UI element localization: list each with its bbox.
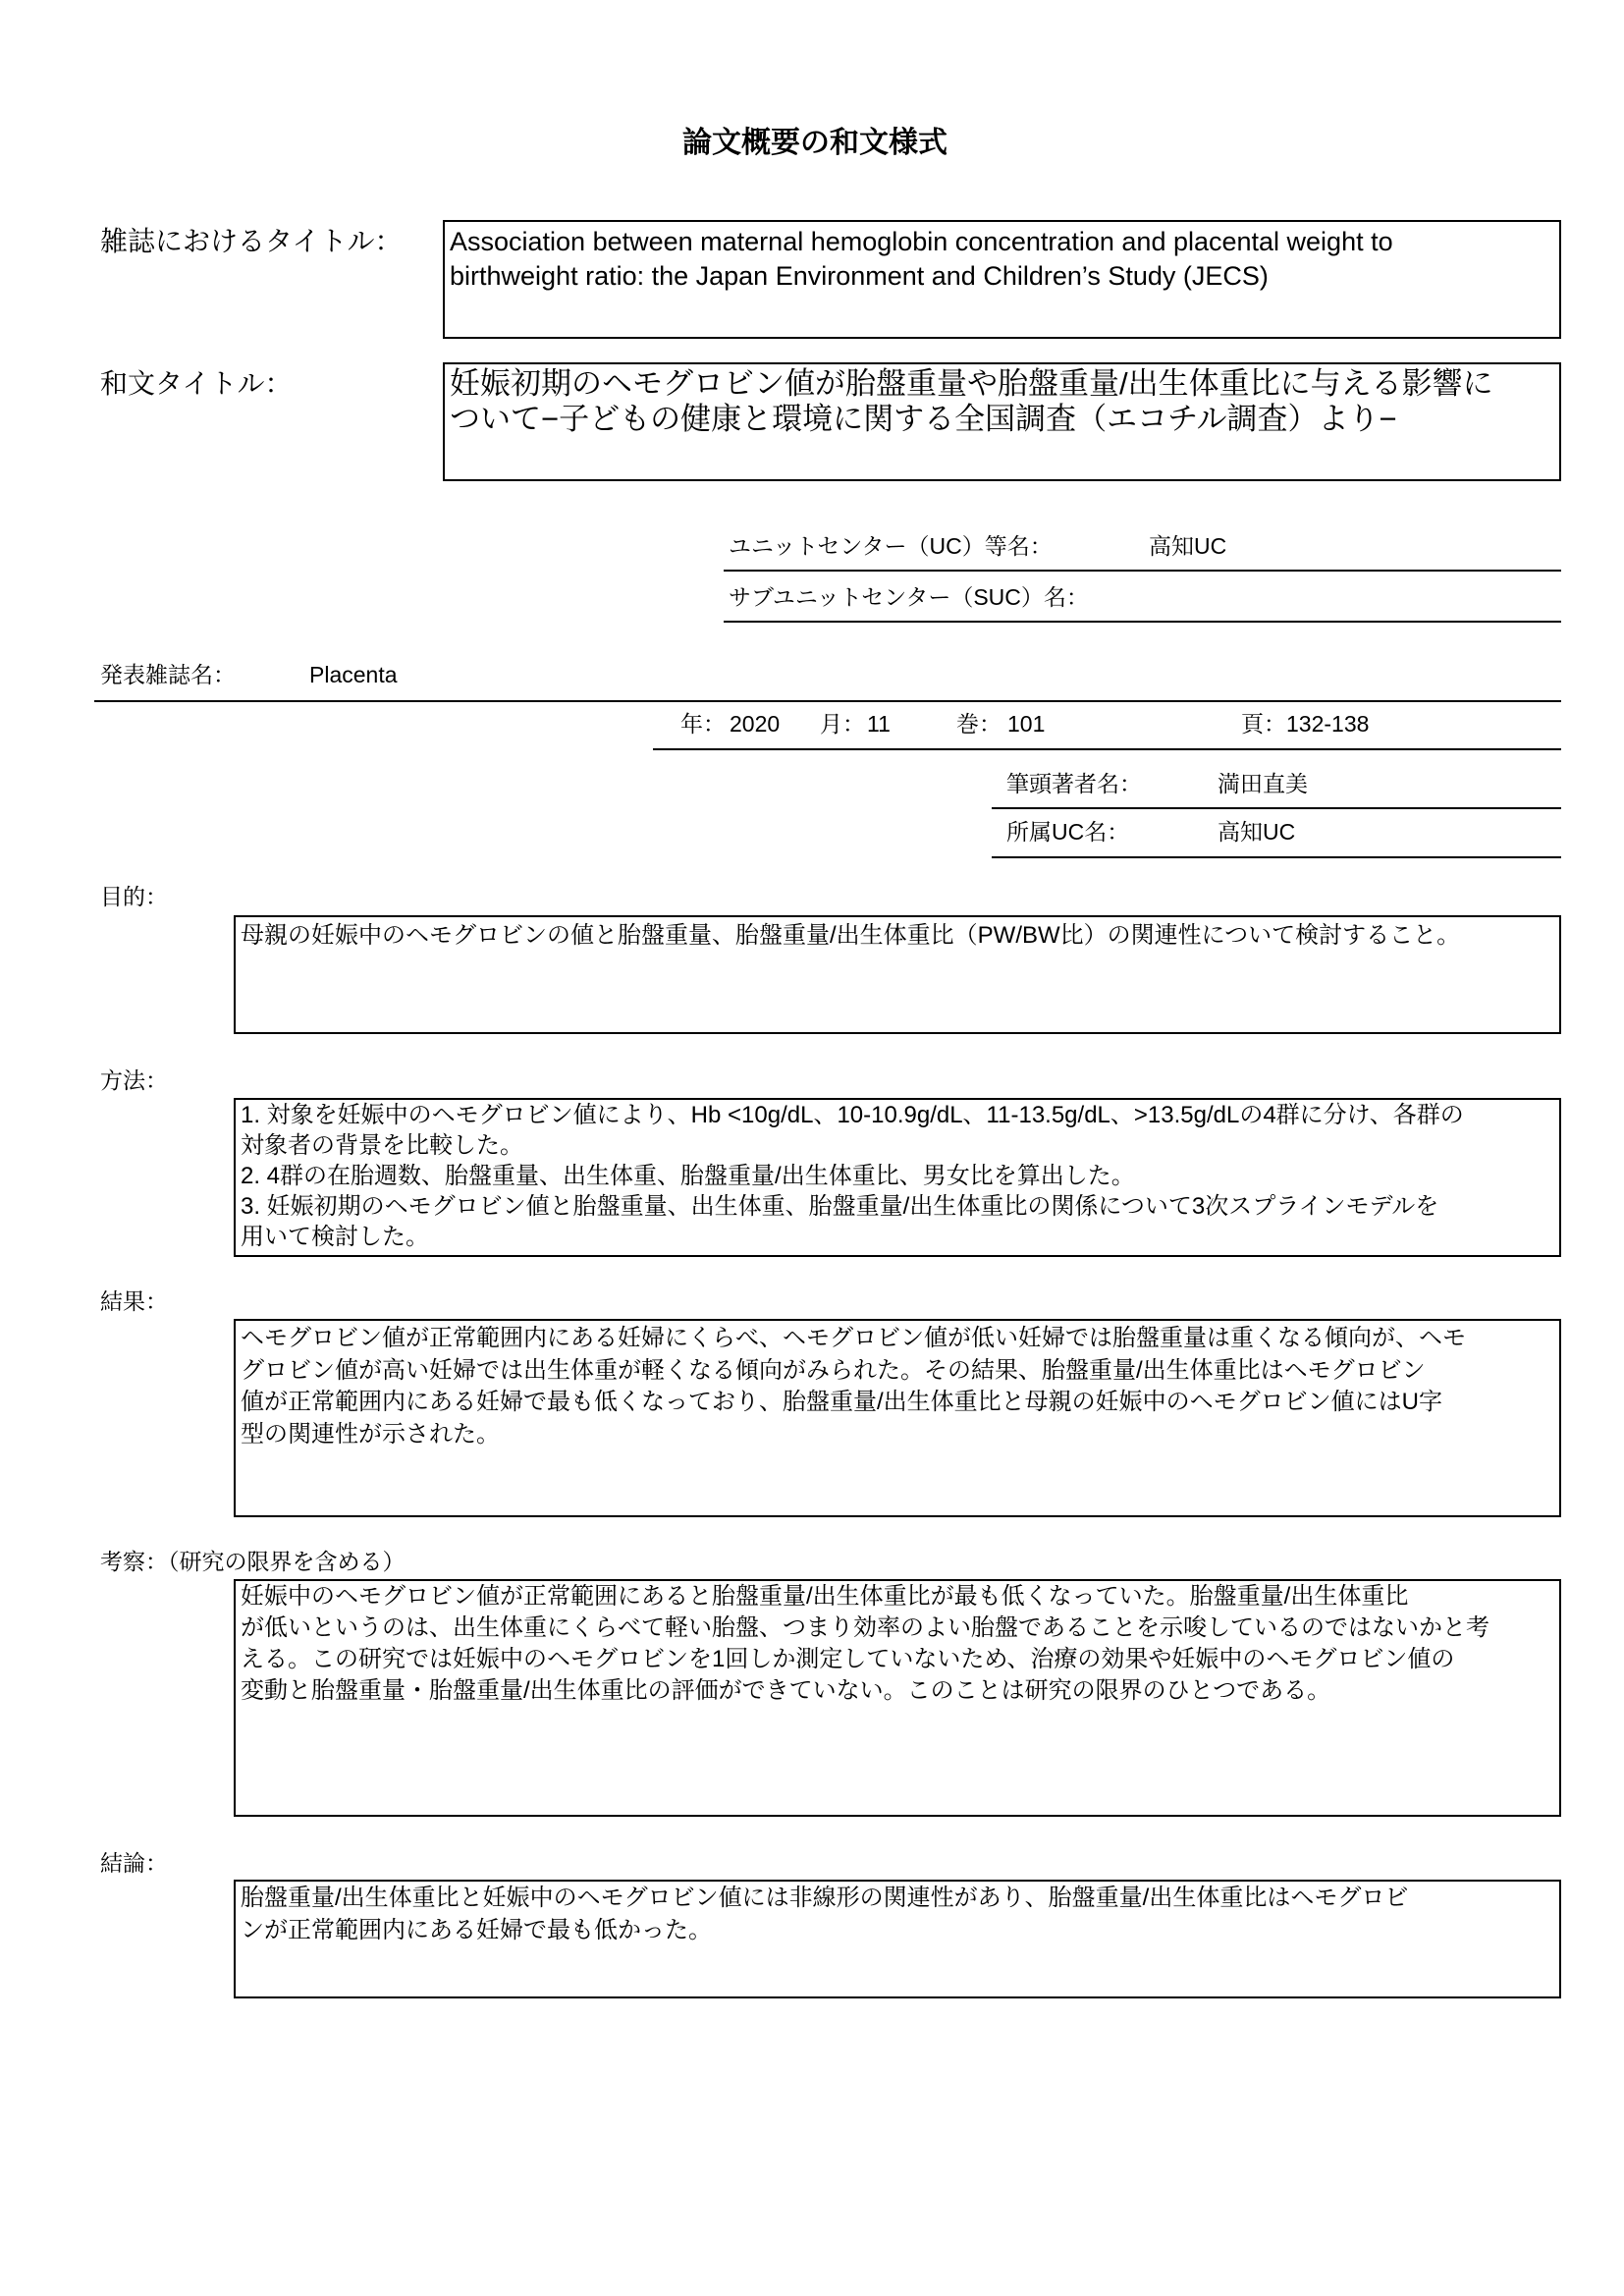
affiliation-value: 高知UC [1218, 819, 1296, 845]
results-line: 値が正常範囲内にある妊婦で最も低くなっており、胎盤重量/出生体重比と母親の妊娠中のヘモグロビン値にはU字 [241, 1389, 1442, 1415]
journal-name-label: 発表雑誌名： [100, 662, 236, 687]
methods-label: 方法： [100, 1067, 168, 1093]
purpose-label: 目的： [100, 884, 168, 909]
conclusion-line: ンが正常範囲内にある妊婦で最も低かった。 [241, 1917, 712, 1943]
japanese-title-line: 妊娠初期のヘモグロビン値が胎盤重量や胎盤重量/出生体重比に与える影響に [450, 366, 1493, 401]
results-line: グロビン値が高い妊婦では出生体重が軽くなる傾向がみられた。その結果、胎盤重量/出生体重比はヘモグロビン [241, 1356, 1426, 1384]
purpose-line: 母親の妊娠中のヘモグロビンの値と胎盤重量、胎盤重量/出生体重比（PW/BW比）の関連性について検討すること。 [241, 922, 1461, 949]
journal-title-label: 雑誌におけるタイトル： [100, 226, 403, 256]
journal-title-box [443, 220, 1561, 339]
journal-name-value: Placenta [309, 662, 398, 687]
discussion-label: 考察：（研究の限界を含める） [100, 1549, 406, 1574]
unit-center-label: ユニットセンター（UC）等名： [729, 533, 1053, 559]
discussion-box [234, 1579, 1561, 1817]
divider [724, 621, 1561, 623]
japanese-title-box [443, 362, 1561, 481]
page-title: 論文概要の和文様式 [682, 127, 947, 159]
results-label: 結果： [100, 1288, 168, 1314]
discussion-line: える。この研究では妊娠中のヘモグロビンを1回しか測定していないため、治療の効果や妊娠中のヘモグロビン値の [241, 1646, 1455, 1672]
japanese-title-line: ついて−子どもの健康と環境に関する全国調査（エコチル調査）より− [450, 402, 1397, 436]
japanese-title-label: 和文タイトル： [100, 368, 293, 399]
journal-title-line: Association between maternal hemoglobin concentration and placental weight to [450, 227, 1393, 256]
divider [94, 700, 1561, 702]
divider [992, 856, 1561, 858]
year-label: 年： [680, 711, 726, 737]
methods-line: 対象者の背景を比較した。 [241, 1132, 523, 1159]
volume-value: 101 [1007, 711, 1046, 737]
results-line: 型の関連性が示された。 [241, 1420, 500, 1448]
month-label: 月： [820, 711, 865, 737]
discussion-line: 妊娠中のヘモグロビン値が正常範囲にあると胎盤重量/出生体重比が最も低くなっていた。胎盤重量/出生体重比 [241, 1583, 1409, 1610]
methods-line: 3. 妊娠初期のヘモグロビン値と胎盤重量、出生体重、胎盤重量/出生体重比の関係について3次スプラインモデルを [241, 1193, 1439, 1220]
volume-label: 巻： [956, 711, 1001, 737]
conclusion-label: 結論： [100, 1850, 168, 1876]
month-value: 11 [867, 711, 891, 737]
journal-title-line: birthweight ratio: the Japan Environment and Children’s Study (JECS) [450, 261, 1269, 291]
purpose-box [234, 915, 1561, 1034]
results-line: ヘモグロビン値が正常範囲内にある妊婦にくらべ、ヘモグロビン値が低い妊婦では胎盤重量は重くなる傾向が、ヘモ [241, 1325, 1466, 1351]
divider [653, 748, 1561, 750]
unit-center-value: 高知UC [1149, 533, 1227, 559]
methods-line: 用いて検討した。 [241, 1224, 429, 1250]
divider [724, 570, 1561, 572]
first-author-value: 満田直美 [1218, 771, 1308, 796]
first-author-label: 筆頭著者名： [1006, 771, 1142, 796]
methods-line: 1. 対象を妊娠中のヘモグロビン値により、Hb <10g/dL、10-10.9g/dL、11-13.5g/dL、>13.5g/dLの4群に分け、各群の [241, 1102, 1464, 1128]
results-box [234, 1319, 1561, 1517]
pages-value: 132-138 [1286, 711, 1370, 737]
conclusion-box [234, 1880, 1561, 1998]
divider [992, 807, 1561, 809]
methods-line: 2. 4群の在胎週数、胎盤重量、出生体重、胎盤重量/出生体重比、男女比を算出した。 [241, 1163, 1135, 1189]
methods-box [234, 1098, 1561, 1257]
conclusion-line: 胎盤重量/出生体重比と妊娠中のヘモグロビン値には非線形の関連性があり、胎盤重量/出生体重比はヘモグロビ [241, 1885, 1409, 1911]
affiliation-label: 所属UC名： [1006, 819, 1130, 845]
year-value: 2020 [730, 711, 781, 737]
discussion-line: が低いというのは、出生体重にくらべて軽い胎盤、つまり効率のよい胎盤であることを示唆しているのではないかと考 [241, 1614, 1489, 1641]
discussion-line: 変動と胎盤重量・胎盤重量/出生体重比の評価ができていない。このことは研究の限界のひとつである。 [241, 1677, 1331, 1704]
sub-unit-center-label: サブユニットセンター（SUC）名： [729, 584, 1089, 610]
pages-label: 頁： [1241, 711, 1286, 737]
